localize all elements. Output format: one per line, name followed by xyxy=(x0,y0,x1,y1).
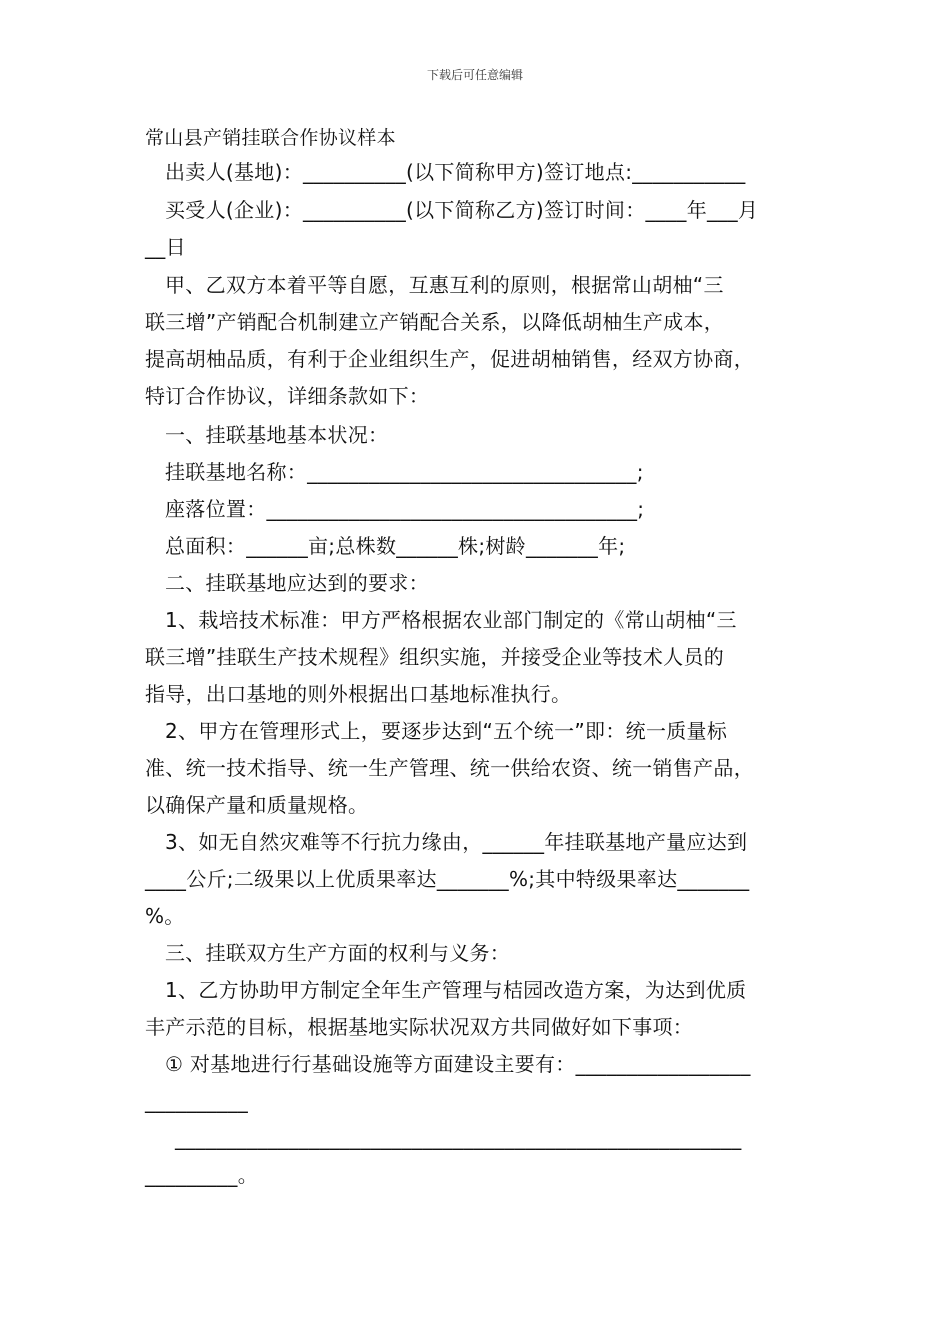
preamble-line-4: 特订合作协议，详细条款如下： xyxy=(145,384,430,408)
item-2-1-line-1: 1、栽培技术标准：甲方严格根据农业部门制定的《常山胡柚“三 xyxy=(165,608,737,632)
item-3-1-sub-1: ① 对基地进行行基础设施等方面建设主要有：_________________ xyxy=(165,1052,751,1076)
preamble-line-2: 联三增”产销配合机制建立产销配合关系，以降低胡柚生产成本， xyxy=(145,310,725,334)
buyer-line-cont: __日 xyxy=(145,235,186,259)
item-2-3-line-2: ____公斤;二级果以上优质果率达_______%;其中特级果率达_______ xyxy=(145,867,750,891)
buyer-line: 买受人(企业)：__________(以下简称乙方)签订时间：____年___月 xyxy=(165,198,759,222)
blank-line: _______________________________________________________ xyxy=(175,1126,742,1150)
area-line: 总面积：______亩;总株数______株;树龄_______年; xyxy=(165,534,626,558)
item-3-1-sub-1-cont: __________ xyxy=(145,1089,248,1113)
item-3-1-line-1: 1、乙方协助甲方制定全年生产管理与桔园改造方案，为达到优质 xyxy=(165,978,747,1002)
blank-line-end: _________。 xyxy=(145,1163,258,1187)
item-2-2-line-2: 准、统一技术指导、统一生产管理、统一供给农资、统一销售产品， xyxy=(145,756,754,780)
seller-line: 出卖人(基地)：__________(以下简称甲方)签订地点:___________ xyxy=(165,160,746,184)
item-2-2-line-3: 以确保产量和质量规格。 xyxy=(145,793,369,817)
page-header: 下载后可任意编辑 xyxy=(426,68,523,82)
preamble-line-3: 提高胡柚品质，有利于企业组织生产，促进胡柚销售，经双方协商， xyxy=(145,347,754,371)
location-line: 座落位置：____________________________________; xyxy=(165,497,645,521)
item-3-1-line-2: 丰产示范的目标，根据基地实际状况双方共同做好如下事项： xyxy=(145,1015,694,1039)
section-2-heading: 二、挂联基地应达到的要求： xyxy=(165,571,429,595)
item-2-1-line-2: 联三增”挂联生产技术规程》组织实施，并接受企业等技术人员的 xyxy=(145,645,725,669)
section-3-heading: 三、挂联双方生产方面的权利与义务： xyxy=(165,941,511,965)
item-2-2-line-1: 2、甲方在管理形式上，要逐步达到“五个统一”即：统一质量标 xyxy=(165,719,728,743)
base-name-line: 挂联基地名称：________________________________; xyxy=(165,460,644,484)
item-2-3-line-3: %。 xyxy=(145,904,185,928)
preamble-line-1: 甲、乙双方本着平等自愿，互惠互利的原则，根据常山胡柚“三 xyxy=(165,273,724,297)
section-1-heading: 一、挂联基地基本状况： xyxy=(165,423,389,447)
item-2-3-line-1: 3、如无自然灾难等不行抗力缘由，______年挂联基地产量应达到 xyxy=(165,830,748,854)
item-2-1-line-3: 指导，出口基地的则外根据出口基地标准执行。 xyxy=(145,682,572,706)
document-title: 常山县产销挂联合作协议样本 xyxy=(145,127,396,149)
